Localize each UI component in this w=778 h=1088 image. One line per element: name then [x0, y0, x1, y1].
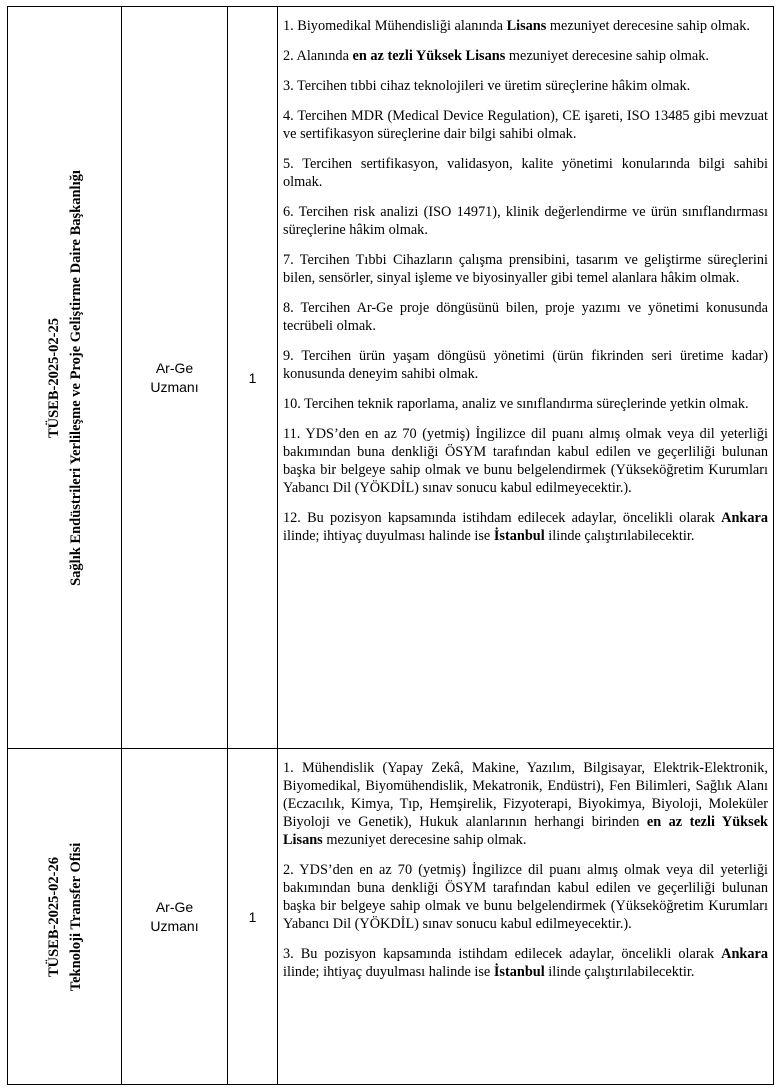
requirement-emphasis: Lisans — [506, 18, 547, 34]
requirement-text: 7. Tercihen Tıbbi Cihazların çalışma prensibini, tasarım ve geliştirme süreçlerini bilen, sensörler, sinyal işleme ve biyosinyaller gibi temel alanlara hâkim olmak. — [283, 252, 768, 286]
requirement-item — [283, 347, 768, 383]
department-name: Sağlık Endüstrileri Yerlileşme ve Proje Geliştirme Daire Başkanlığı — [67, 169, 84, 586]
requirements-cell — [278, 749, 774, 1085]
positions-table — [7, 6, 774, 1085]
requirement-text: 2. Alanında — [283, 48, 353, 64]
table-row — [8, 7, 774, 749]
requirement-text: ilinde çalıştırılabilecektir. — [544, 528, 695, 544]
requirement-emphasis: İstanbul — [493, 964, 545, 980]
requirement-item — [283, 759, 768, 849]
requirement-item — [283, 77, 768, 95]
position-title-cell — [122, 749, 228, 1085]
requirement-emphasis: İstanbul — [493, 528, 545, 544]
requirement-emphasis: en az tezli Yüksek Lisans — [283, 814, 768, 848]
position-code: TÜSEB-2025-02-25 — [45, 317, 62, 438]
requirement-item — [283, 47, 768, 65]
requirement-item — [283, 251, 768, 287]
requirement-text: 11. YDS’den en az 70 (yetmiş) İngilizce dil puanı almış olmak veya dil yeterliği bakımından buna denkliği ÖSYM tarafından kabul edilen ve geçerliliği bulunan başka bir belgeye sahip olmak ve bunu belgelendirmek (Yükseköğretim Kurumları Yabancı Dil (YÖKDİL) sınav sonucu kabul edilmeyecektir.). — [283, 426, 768, 496]
requirement-item — [283, 203, 768, 239]
requirement-item — [283, 395, 768, 413]
requirement-text: 1. Biyomedikal Mühendisliği alanında — [283, 18, 507, 34]
requirement-text: 2. YDS’den en az 70 (yetmiş) İngilizce dil puanı almış olmak veya dil yeterliği bakımından buna denkliği ÖSYM tarafından kabul edilen ve geçerliliği bulunan başka bir belgeye sahip olmak ve bunu belgelendirmek (Yükseköğretim Kurumları Yabancı Dil (YÖKDİL) sınav sonucu kabul edilmeyecektir.). — [283, 862, 768, 932]
requirement-text: 4. Tercihen MDR (Medical Device Regulation), CE işareti, ISO 13485 gibi mevzuat ve sertifikasyon süreçlerine dair bilgi sahibi olmak. — [283, 108, 768, 142]
department-name: Teknoloji Transfer Ofisi — [67, 842, 84, 991]
requirement-emphasis: Ankara — [721, 510, 768, 526]
requirement-text: mezuniyet derecesine sahip olmak. — [505, 48, 709, 64]
position-title-line1: Ar-Ge — [155, 898, 194, 915]
requirements-cell — [278, 7, 774, 749]
requirement-item — [283, 17, 768, 35]
position-title-line2: Uzmanı — [150, 378, 199, 395]
table-row — [8, 749, 774, 1085]
position-code-cell — [8, 749, 122, 1085]
requirement-item — [283, 509, 768, 545]
position-code-rotated — [43, 170, 87, 586]
requirement-item — [283, 155, 768, 191]
requirement-text: 3. Bu pozisyon kapsamında istihdam edilecek adaylar, öncelikli olarak — [283, 946, 722, 962]
position-code-cell — [8, 7, 122, 749]
position-title-line2: Uzmanı — [150, 917, 199, 934]
position-code: TÜSEB-2025-02-26 — [45, 856, 62, 977]
requirement-item — [283, 299, 768, 335]
position-title-line1: Ar-Ge — [155, 359, 194, 376]
requirement-text: mezuniyet derecesine sahip olmak. — [546, 18, 750, 34]
position-code-rotated — [43, 842, 87, 991]
requirement-item — [283, 861, 768, 933]
requirement-text: ilinde; ihtiyaç duyulması halinde ise — [283, 528, 494, 544]
requirement-item — [283, 945, 768, 981]
requirement-text: 8. Tercihen Ar-Ge proje döngüsünü bilen, proje yazımı ve yönetimi konusunda tecrübeli olmak. — [283, 300, 768, 334]
requirement-text: 10. Tercihen teknik raporlama, analiz ve sınıflandırma süreçlerinde yetkin olmak. — [283, 396, 749, 412]
requirement-text: ilinde; ihtiyaç duyulması halinde ise — [283, 964, 494, 980]
requirement-text: 9. Tercihen ürün yaşam döngüsü yönetimi (ürün fikrinden seri üretime kadar) konusunda deneyim sahibi olmak. — [283, 348, 768, 382]
requirement-text: 5. Tercihen sertifikasyon, validasyon, kalite yönetimi konularında bilgi sahibi olmak. — [283, 156, 768, 190]
requirement-text: 1. Mühendislik (Yapay Zekâ, Makine, Yazılım, Bilgisayar, Elektrik-Elektronik, Biyomedikal, Biyomühendislik, Mekatronik, Endüstri), Fen Bilimleri, Sağlık Alanı (Eczacılık, Kimya, Tıp, Hemşirelik, Fizyoterapi, Biyokimya, Biyoloji, Moleküler Biyoloji ve Genetik), Hukuk alanlarının herhangi birinden — [283, 760, 768, 830]
requirement-text: mezuniyet derecesine sahip olmak. — [322, 832, 527, 848]
position-count: 1 — [228, 749, 278, 1085]
position-count: 1 — [228, 7, 278, 749]
requirement-item — [283, 425, 768, 497]
position-title-cell — [122, 7, 228, 749]
requirement-text: 12. Bu pozisyon kapsamında istihdam edilecek adaylar, öncelikli olarak — [283, 510, 722, 526]
requirement-text: 6. Tercihen risk analizi (ISO 14971), klinik değerlendirme ve ürün sınıflandırması süreçlerine hâkim olmak. — [283, 204, 768, 238]
requirement-emphasis: Ankara — [721, 946, 768, 962]
requirement-text: 3. Tercihen tıbbi cihaz teknolojileri ve üretim süreçlerine hâkim olmak. — [283, 78, 691, 94]
requirement-emphasis: en az tezli Yüksek Lisans — [352, 48, 506, 64]
requirement-item — [283, 107, 768, 143]
requirement-text: ilinde çalıştırılabilecektir. — [544, 964, 695, 980]
